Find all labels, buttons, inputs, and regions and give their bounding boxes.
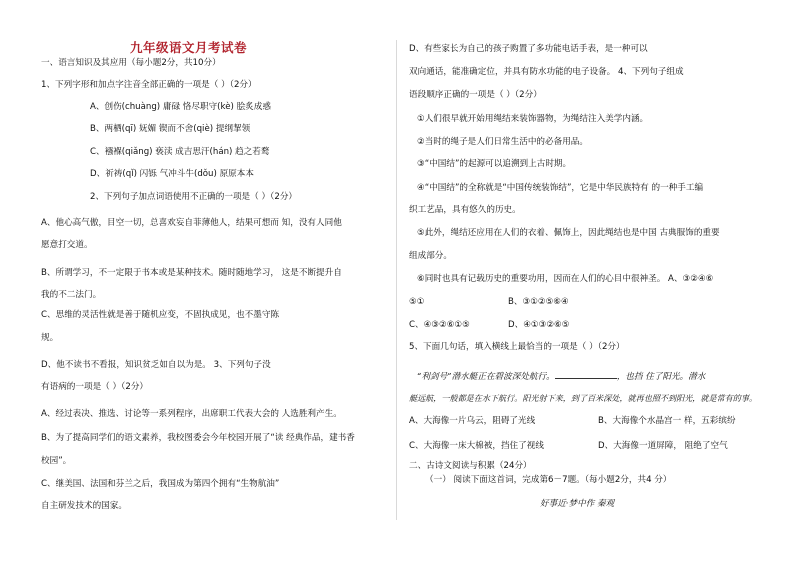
section-1-heading: 一、语言知识及其应用（每小题2分，共10分）	[41, 58, 221, 68]
question-5-passage-line2: 艇远航，一般都是在水下航行。阳光射下来，到了百米深处，就再也照不到阳光，就是常有的事。	[409, 393, 758, 403]
sentence-4-line2: 织工艺品，具有悠久的历史。	[409, 205, 521, 215]
question-1-option-c: C、襁褓(qiǎng) 亵渎 成吉思汗(hán) 趋之若鹜	[90, 147, 270, 157]
question-3-option-c-line1: C、继美国、法国和芬兰之后，我国成为第四个拥有“生物航油”	[41, 479, 280, 489]
question-2-option-c-line2: 规。	[41, 333, 59, 343]
question-5-option-a: A、大海像一片乌云，阻碍了光线	[409, 416, 536, 426]
right-column	[400, 0, 794, 562]
sentence-4-line1: ④“中国结”的全称就是“中国传统装饰结”，它是中华民族特有 的一种手工编	[417, 183, 704, 193]
question-3-option-a: A、经过表决、推选、讨论等一系列程序，出席职工代表大会的 人选胜利产生。	[41, 409, 342, 419]
question-1-option-a: A、创伤(chuàng) 庸碌 恪尽职守(kè) 脍炙成惑	[90, 102, 271, 112]
question-2-option-b-line2: 我的不二法门。	[41, 290, 102, 300]
question-3-option-b-line2: 校园”。	[41, 456, 72, 466]
sentence-6: ⑥同时也具有记载历史的重要功用，因而在人们的心目中很神圣。 A、③②④⑥	[417, 274, 714, 284]
question-5-option-d: D、大海像一道屏障， 阻绝了空气	[598, 441, 728, 451]
exam-title: 九年级语文月考试卷	[130, 40, 248, 55]
question-2-option-d: D、他不读书不看报，知识贫乏如自以为是。 3、下列句子没	[41, 360, 271, 370]
question-1-option-d: D、祈祷(qǐ) 闪铄 气冲斗牛(dǒu) 原原本本	[90, 169, 254, 179]
question-4-option-b: B、③①②⑤⑥④	[508, 297, 569, 307]
question-2-option-c-line1: C、思维的灵活性就是善于随机应变，不固执成见，也不墨守陈	[41, 310, 280, 320]
question-2-option-b-line1: B、所谓学习，不一定限于书本或是某种技术。随时随地学习， 这是不断提升自	[41, 268, 342, 278]
question-2-option-a-line1: A、他心高气傲，目空一切，总喜欢妄自菲薄他人，结果可想而 知，没有人同他	[41, 218, 342, 228]
question-4-option-d: D、④①③②⑥⑤	[508, 320, 570, 330]
sentence-3: ③“中国结”的起源可以追溯到上古时期。	[417, 159, 572, 169]
question-4-option-a-tail: ⑤①	[409, 297, 425, 307]
question-3-option-d-line2: 双向通话，能准确定位，并具有防水功能的电子设备。 4、下列句子组成	[409, 67, 684, 77]
answer-blank	[555, 370, 617, 379]
question-5-passage-rest: ，也挡 住了阳光。潜水	[616, 372, 706, 382]
question-5: 5、下面几句话，填入横线上最恰当的一项是（ ）（2分）	[409, 342, 625, 352]
question-3-option-b-line1: B、为了提高同学们的语文素养，我校图委会今年校园开展了“读 经典作品，建书香	[41, 433, 355, 443]
part-1-instructions: （一） 阅读下面这首词，完成第6－7题。（每小题2分，共4 分）	[425, 475, 672, 485]
sentence-5-line2: 组成部分。	[409, 251, 452, 261]
question-5-option-c: C、大海像一床大棉被，挡住了视线	[409, 441, 544, 451]
question-5-passage-start: “利剑号”潜水艇正在碧波深处航行。	[417, 372, 555, 382]
question-4-option-c: C、④③②⑥①⑤	[409, 320, 470, 330]
question-2: 2、下列句子加点词语使用不正确的一项是（ ）（2分）	[90, 192, 298, 202]
section-2-heading: 二、古诗文阅读与积累（24分）	[409, 461, 532, 471]
question-3-option-d-line1: D、有些家长为自己的孩子购置了多功能电话手表，是一种可以	[409, 44, 648, 54]
sentence-1: ①人们很早就开始用绳结来装饰器物，为绳结注入美学内涵。	[417, 114, 649, 124]
question-2-option-a-line2: 愿意打交道。	[41, 240, 93, 250]
question-1: 1、下列字形和加点字注音全部正确的一项是（ ）（2分）	[41, 80, 257, 90]
sentence-2: ②当时的绳子是人们日常生活中的必备用品。	[417, 137, 588, 147]
question-5-option-b: B、大海像个水晶宫一 样，五彩缤纷	[598, 416, 736, 426]
question-4: 语段顺序正确的一项是（ ）（2分）	[409, 90, 542, 100]
question-5-passage-line1	[417, 370, 705, 383]
sentence-5-line1: ⑤此外，绳结还应用在人们的衣着、佩饰上，因此绳结也是中国 古典服饰的重要	[417, 228, 720, 238]
question-1-option-b: B、两栖(qī) 妩媚 锲而不舍(qiè) 提纲挈领	[90, 124, 251, 134]
question-3-option-c-line2: 自主研发技术的国家。	[41, 501, 127, 511]
poem-title: 好事近·梦中作 秦观	[540, 499, 615, 509]
question-3: 有语病的一项是（ ）（2分）	[41, 382, 149, 392]
